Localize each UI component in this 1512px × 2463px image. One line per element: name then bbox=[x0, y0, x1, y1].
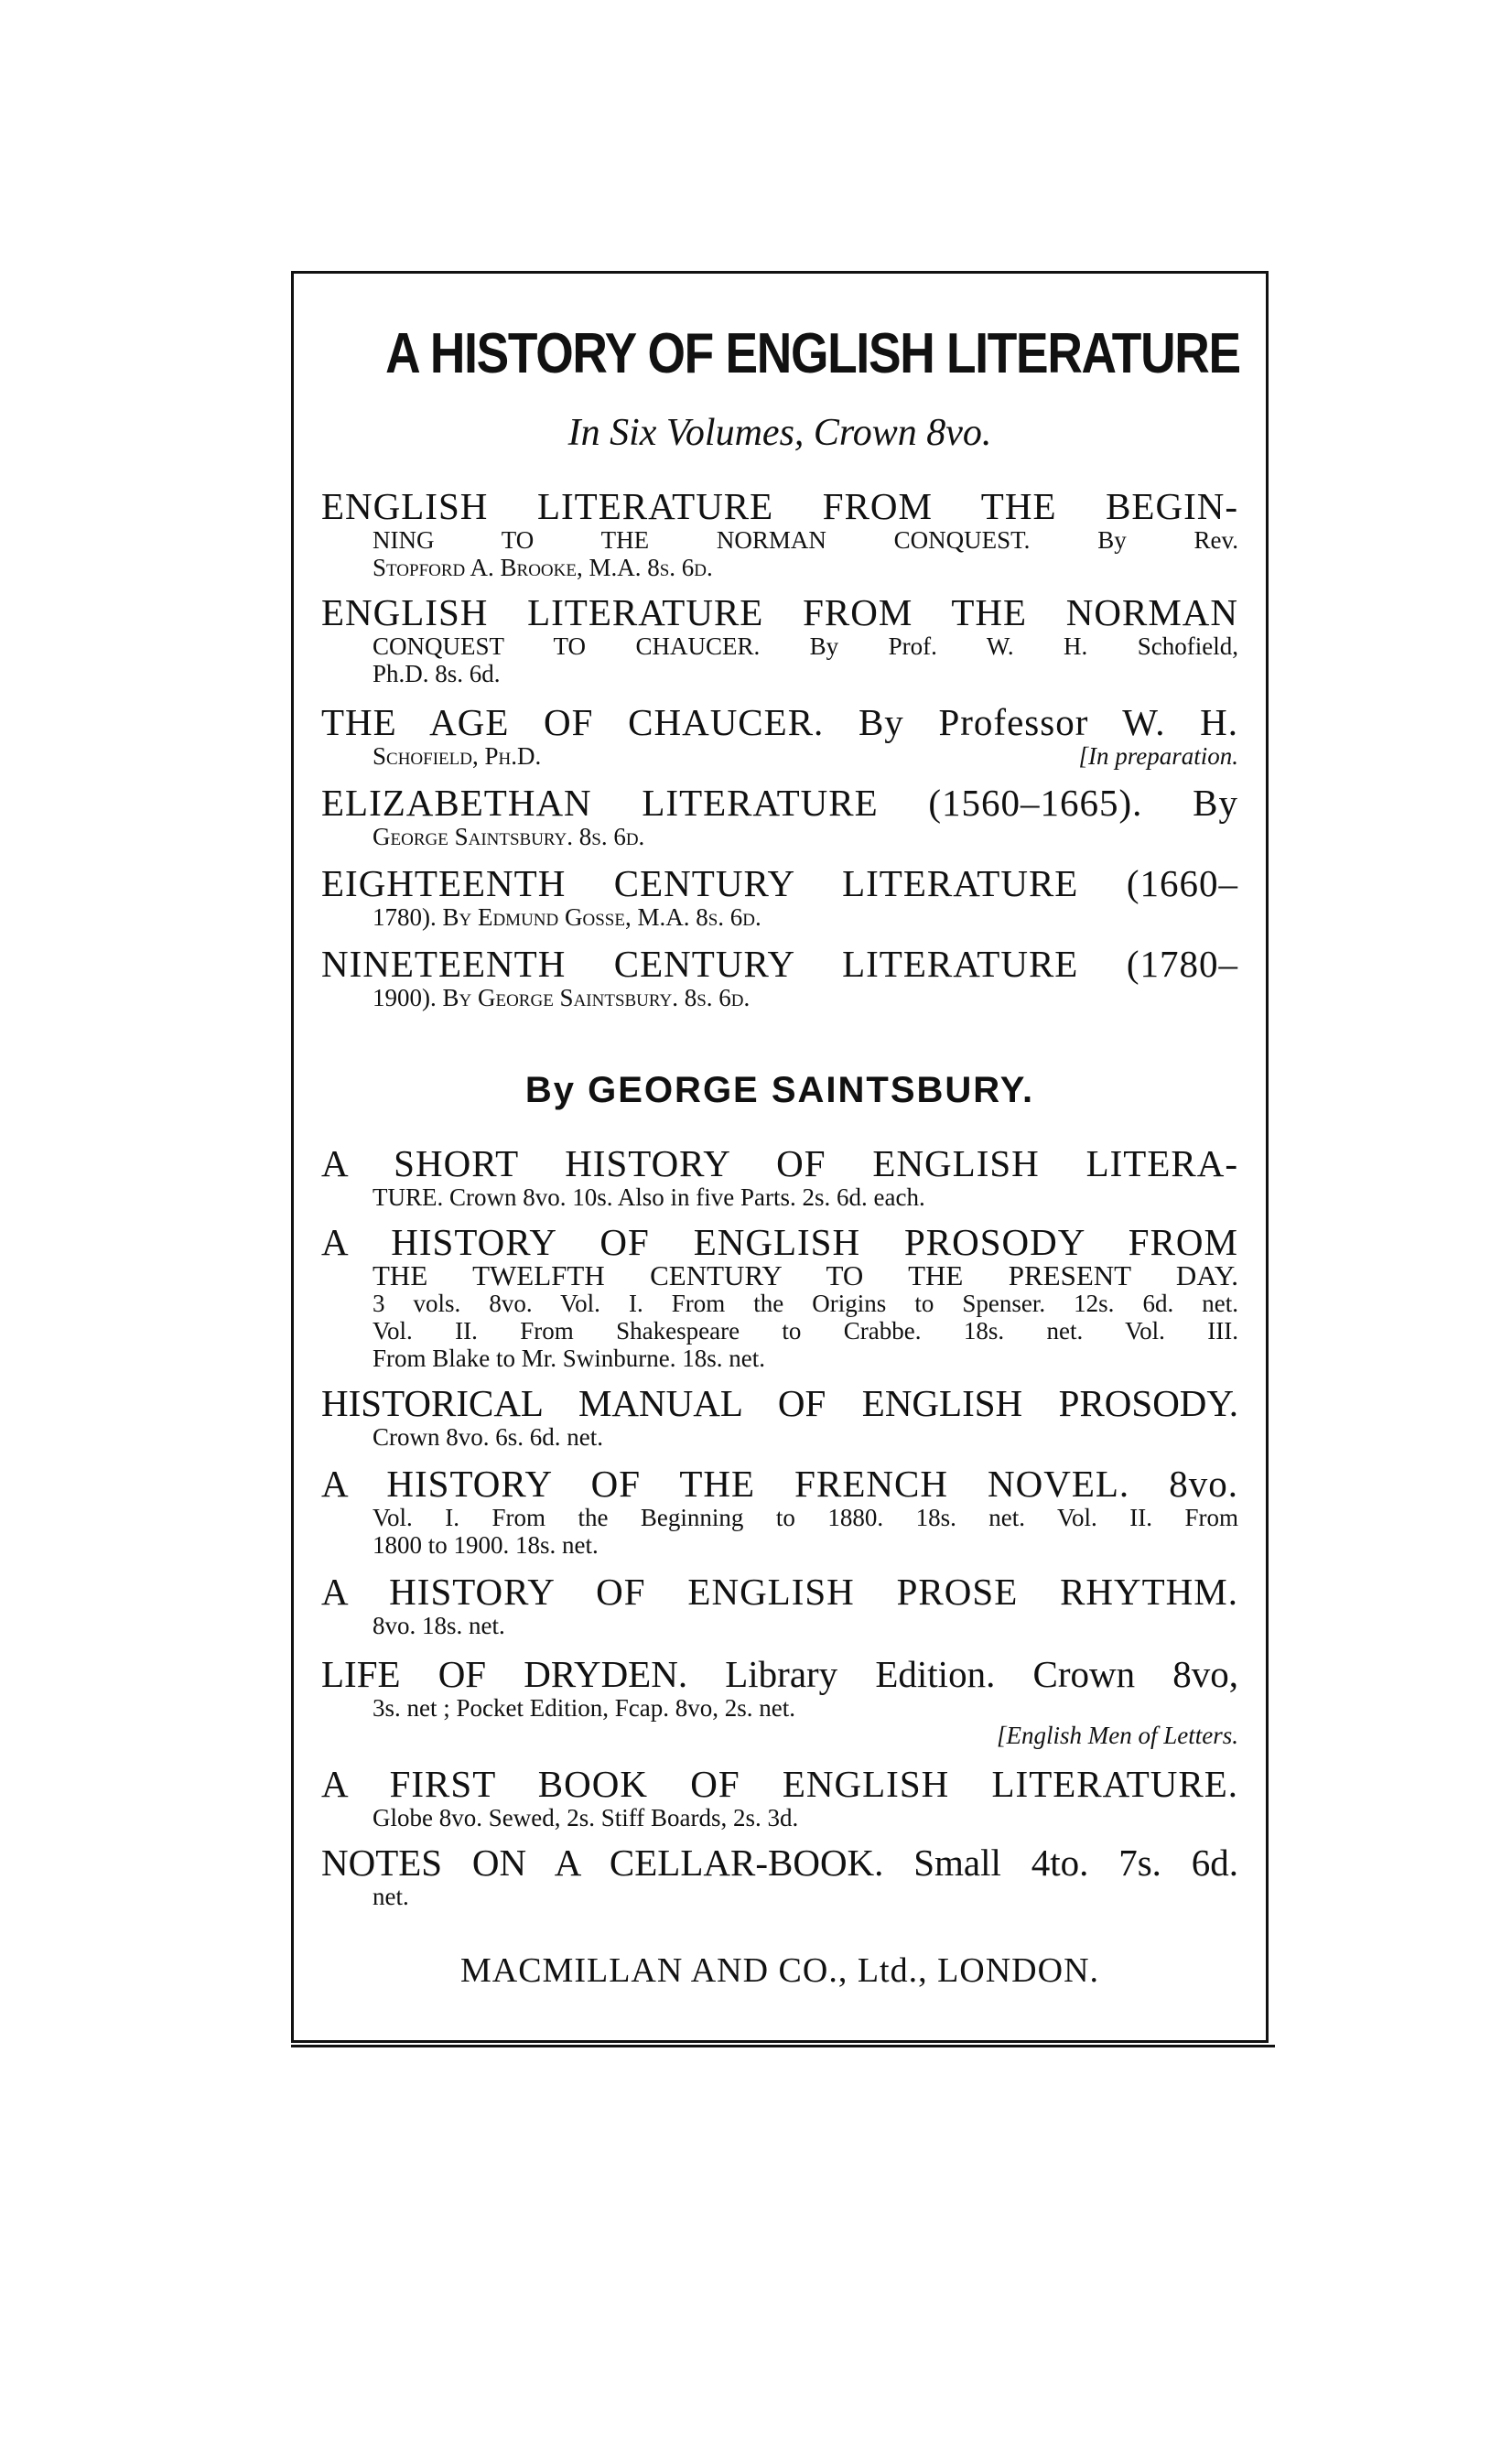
work-entry-4 bbox=[321, 1464, 1238, 1559]
entry-description: THE TWELFTH CENTURY TO THE PRESENT DAY. bbox=[373, 1259, 1238, 1291]
entry-title: ENGLISH LITERATURE FROM THE NORMAN bbox=[321, 591, 1238, 633]
entry-description: Vol. II. From Shakespeare to Crabbe. 18s. net. Vol. III. bbox=[373, 1317, 1238, 1345]
entry-note: [English Men of Letters. bbox=[997, 1722, 1238, 1749]
entry-title: EIGHTEENTH CENTURY LITERATURE (1660– bbox=[321, 862, 1238, 904]
entry-description: 8vo. 18s. net. bbox=[373, 1612, 505, 1639]
work-entry-5 bbox=[321, 1572, 1238, 1639]
entry-title: A FIRST BOOK OF ENGLISH LITERATURE. bbox=[321, 1763, 1238, 1805]
entry-title: A SHORT HISTORY OF ENGLISH LITERA- bbox=[321, 1142, 1238, 1184]
series-entry-2 bbox=[321, 592, 1238, 687]
entry-title: THE AGE OF CHAUCER. By Professor W. H. bbox=[321, 701, 1238, 743]
entry-note-row bbox=[321, 1722, 1238, 1749]
entry-title: ENGLISH LITERATURE FROM THE BEGIN- bbox=[321, 485, 1238, 527]
author-heading: By GEORGE SAINTSBURY. bbox=[524, 1070, 1035, 1110]
entry-description: 1780). By Edmund Gosse, M.A. 8s. 6d. bbox=[373, 903, 761, 931]
entry-title: HISTORICAL MANUAL OF ENGLISH PROSODY. bbox=[321, 1382, 1238, 1424]
entry-title: A HISTORY OF ENGLISH PROSODY FROM bbox=[321, 1221, 1238, 1263]
advertisement-frame bbox=[291, 271, 1269, 2043]
entry-description: Stopford A. Brooke, M.A. 8s. 6d. bbox=[373, 554, 713, 581]
entry-description: Schofield, Ph.D. bbox=[373, 742, 542, 770]
entry-description: net. bbox=[373, 1883, 409, 1910]
work-entry-6 bbox=[321, 1654, 1238, 1749]
entry-description: 1800 to 1900. 18s. net. bbox=[373, 1531, 599, 1559]
work-entry-1 bbox=[321, 1143, 1238, 1211]
entry-title: LIFE OF DRYDEN. Library Edition. Crown 8vo, bbox=[321, 1653, 1238, 1695]
publisher-imprint: MACMILLAN AND CO., Ltd., LONDON. bbox=[459, 1951, 1100, 1990]
entry-description: TURE. Crown 8vo. 10s. Also in five Parts. 2s. 6d. each. bbox=[373, 1183, 925, 1211]
series-entry-5 bbox=[321, 863, 1238, 931]
entry-description: From Blake to Mr. Swinburne. 18s. net. bbox=[373, 1345, 765, 1372]
series-entry-6 bbox=[321, 944, 1238, 1011]
work-entry-2 bbox=[321, 1222, 1238, 1372]
series-entry-4 bbox=[321, 783, 1238, 850]
page-title: A HISTORY OF ENGLISH LITERATURE bbox=[385, 322, 1240, 385]
entry-title: A HISTORY OF ENGLISH PROSE RHYTHM. bbox=[321, 1571, 1238, 1613]
series-entry-1 bbox=[321, 486, 1238, 581]
work-entry-3 bbox=[321, 1383, 1238, 1451]
entry-title: NINETEENTH CENTURY LITERATURE (1780– bbox=[321, 943, 1238, 985]
entry-description: NING TO THE NORMAN CONQUEST. By Rev. bbox=[373, 526, 1238, 554]
entry-description: CONQUEST TO CHAUCER. By Prof. W. H. Schofield, bbox=[373, 632, 1238, 660]
entry-description: Crown 8vo. 6s. 6d. net. bbox=[373, 1423, 603, 1451]
work-entry-8 bbox=[321, 1842, 1238, 1910]
entry-description: Vol. I. From the Beginning to 1880. 18s. net. Vol. II. From bbox=[373, 1504, 1238, 1531]
entry-description: 3s. net ; Pocket Edition, Fcap. 8vo, 2s. net. bbox=[373, 1694, 795, 1722]
entry-description: 3 vols. 8vo. Vol. I. From the Origins to Spenser. 12s. 6d. net. bbox=[373, 1290, 1238, 1317]
entry-note: [In preparation. bbox=[1078, 742, 1238, 770]
series-entry-3 bbox=[321, 702, 1238, 770]
entry-title: A HISTORY OF THE FRENCH NOVEL. 8vo. bbox=[321, 1463, 1238, 1505]
entry-description: George Saintsbury. 8s. 6d. bbox=[373, 823, 645, 850]
page-subtitle: In Six Volumes, Crown 8vo. bbox=[567, 412, 992, 454]
entry-description-row bbox=[321, 742, 1238, 770]
entry-title: ELIZABETHAN LITERATURE (1560–1665). By bbox=[321, 782, 1238, 824]
entry-description: Ph.D. 8s. 6d. bbox=[373, 660, 501, 687]
entry-description: 1900). By George Saintsbury. 8s. 6d. bbox=[373, 984, 751, 1011]
work-entry-7 bbox=[321, 1764, 1238, 1831]
entry-description: Globe 8vo. Sewed, 2s. Stiff Boards, 2s. 3d. bbox=[373, 1804, 799, 1831]
entry-title: NOTES ON A CELLAR-BOOK. Small 4to. 7s. 6d. bbox=[321, 1842, 1238, 1884]
